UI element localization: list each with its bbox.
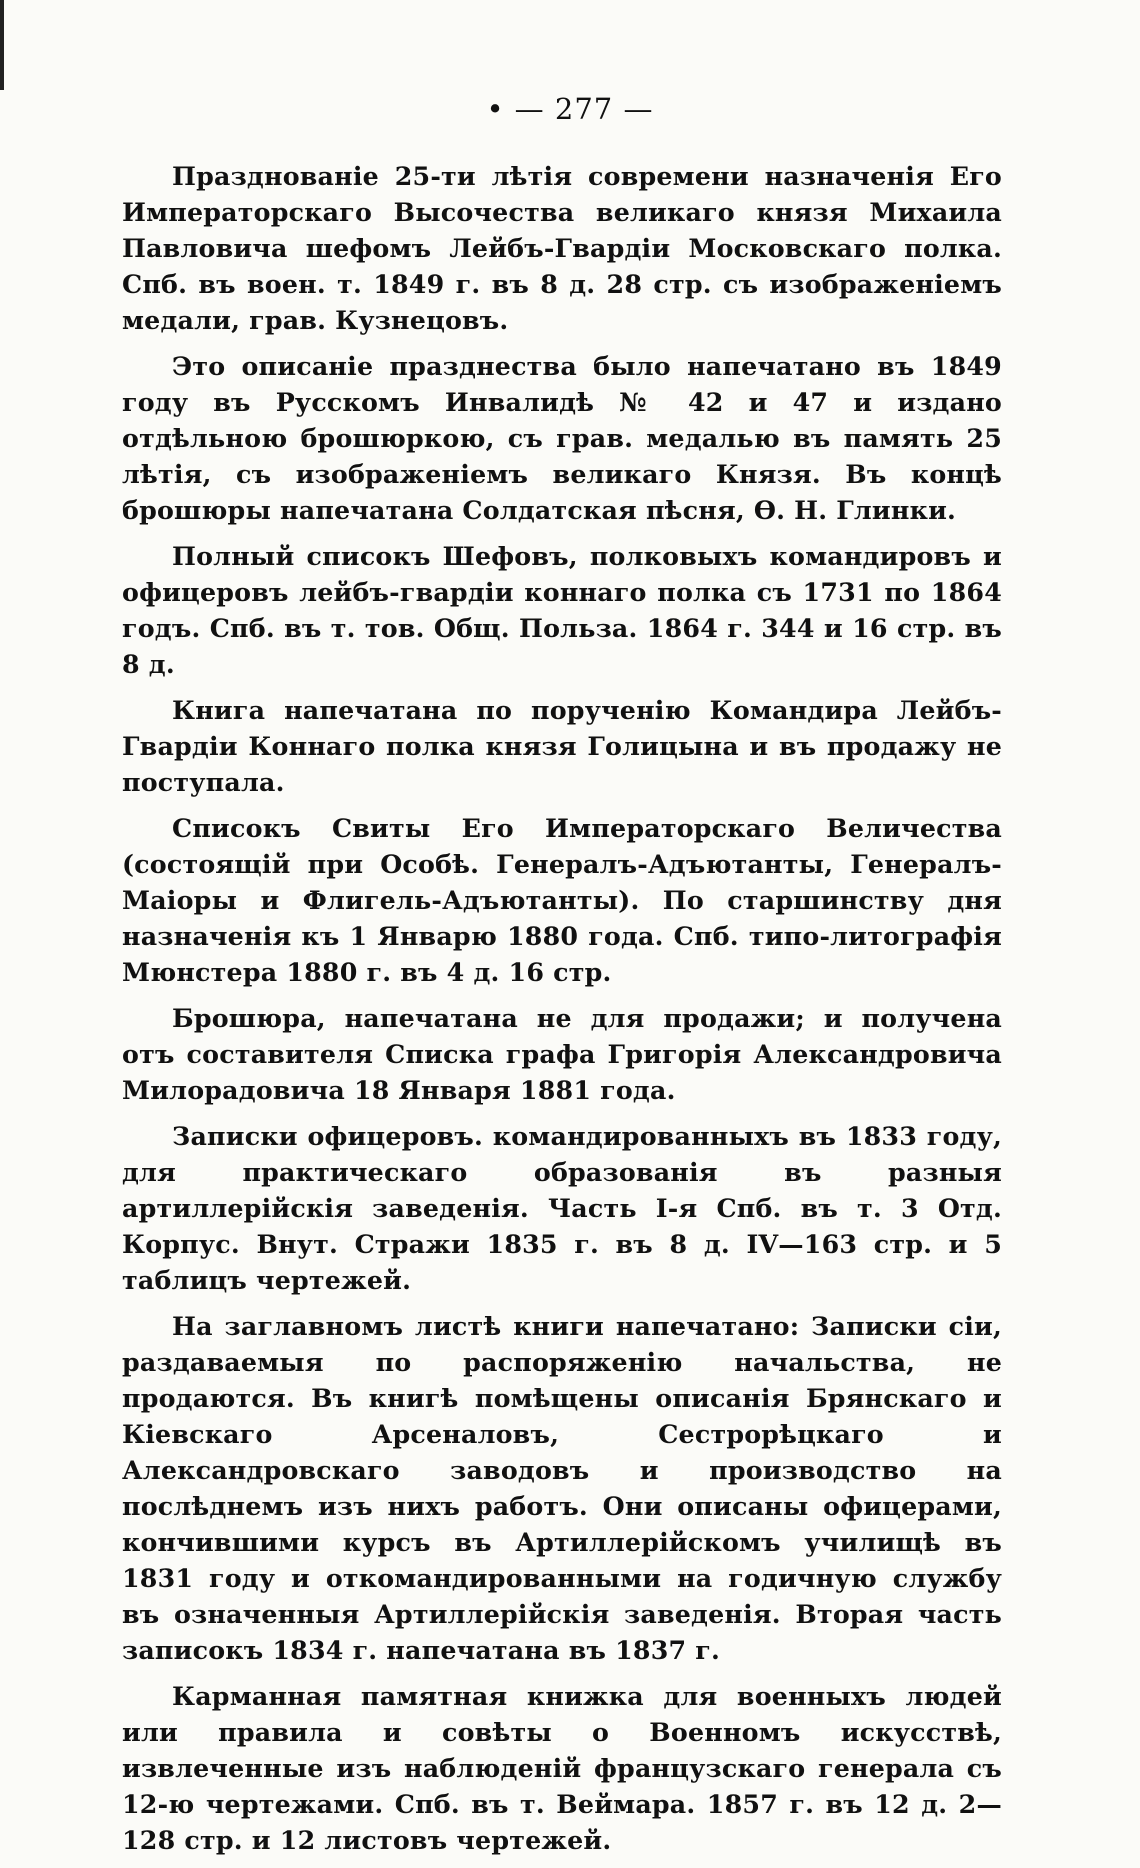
note-paragraph: [122, 1000, 1002, 1108]
entry-text: Это описаніе празднества было напечатано въ 1849 году въ Русскомъ Инвалидѣ № 42 и 47 и издано отдѣльною брошюркою, съ грав. медалью въ память 25 лѣтія, съ изображеніемъ великаго Князя. Въ концѣ брошюры напечатана Солдатская пѣсня, Ѳ. Н. Глинки.: [122, 351, 1002, 525]
entry-text: памятная книжка для военныхъ людей или правила и совѣты о Военномъ искусствѣ, извлеченные изъ наблюденій французскаго генерала съ 12-ю чертежами. Спб. въ т. Веймара. 1857 г. въ 12 д. 2—128 стр. и 12 листовъ чертежей.: [122, 1681, 1002, 1855]
entry-lead: Полный: [172, 541, 295, 571]
entry-text: Свиты Его Императорскаго Величества (состоящій при Особѣ. Генералъ-Адъютанты, Генералъ-Маіоры и Флигель-Адъютанты). По старшинству дня назначенія къ 1 Январю 1880 года. Спб. типо-литографія Мюнстера 1880 г. въ 4 д. 16 стр.: [122, 813, 1002, 987]
entry-lead: Карманная: [172, 1681, 342, 1711]
entry-lead: Списокъ: [172, 813, 301, 843]
page-body: [122, 158, 1002, 1868]
entry-text: списокъ Шефовъ, полковыхъ командировъ и офицеровъ лейбъ-гвардіи коннаго полка съ 1731 по 1864 годъ. Спб. въ т. тов. Общ. Польза. 1864 г. 344 и 16 стр. въ 8 д.: [122, 541, 1002, 679]
page-number-text: — 277 —: [514, 92, 654, 126]
page-marker: •: [486, 92, 505, 126]
note-paragraph: [122, 692, 1002, 800]
entry-text: Брошюра, напечатана не для продажи; и получена отъ составителя Списка графа Григорія Александровича Милорадовича 18 Января 1881 года.: [122, 1003, 1002, 1105]
entry-text: Книга напечатана по порученію Командира Лейбъ-Гвардіи Коннаго полка князя Голицына и въ продажу не поступала.: [122, 695, 1002, 797]
entry-paragraph: [122, 158, 1002, 338]
entry-lead: Празднованіе: [172, 161, 379, 191]
entry-text: офицеровъ. командированныхъ въ 1833 году, для практическаго образованія въ разныя артиллерійскія заведенія. Часть I-я Спб. въ т. 3 Отд. Корпус. Внут. Стражи 1835 г. въ 8 д. IV—163 стр. и 5 таблицъ чертежей.: [122, 1121, 1002, 1295]
entry-paragraph: [122, 1678, 1002, 1858]
page-number: [0, 92, 1140, 126]
note-paragraph: [122, 1308, 1002, 1668]
scan-edge-mark: [0, 0, 4, 90]
entry-paragraph: [122, 1118, 1002, 1298]
entry-paragraph: [122, 538, 1002, 682]
entry-text: 25-ти лѣтія современи назначенія Его Императорскаго Высочества великаго князя Михаила Павловича шефомъ Лейбъ-Гвардіи Московскаго полка. Спб. въ воен. т. 1849 г. въ 8 д. 28 стр. съ изображеніемъ медали, грав. Кузнецовъ.: [122, 161, 1002, 335]
entry-text: На заглавномъ листѣ книги напечатано: Записки сіи, раздаваемыя по распоряженію начальства, не продаются. Въ книгѣ помѣщены описанія Брянскаго и Кіевскаго Арсеналовъ, Сестрорѣцкаго и Александровскаго заводовъ и производство на послѣднемъ изъ нихъ работъ. Они описаны офицерами, кончившими курсъ въ Артиллерійскомъ училищѣ въ 1831 году и откомандированными на годичную службу въ означенныя Артиллерійскія заведенія. Вторая часть записокъ 1834 г. напечатана въ 1837 г.: [122, 1311, 1002, 1665]
note-paragraph: [122, 348, 1002, 528]
entry-paragraph: [122, 810, 1002, 990]
entry-lead: Записки: [172, 1121, 298, 1151]
